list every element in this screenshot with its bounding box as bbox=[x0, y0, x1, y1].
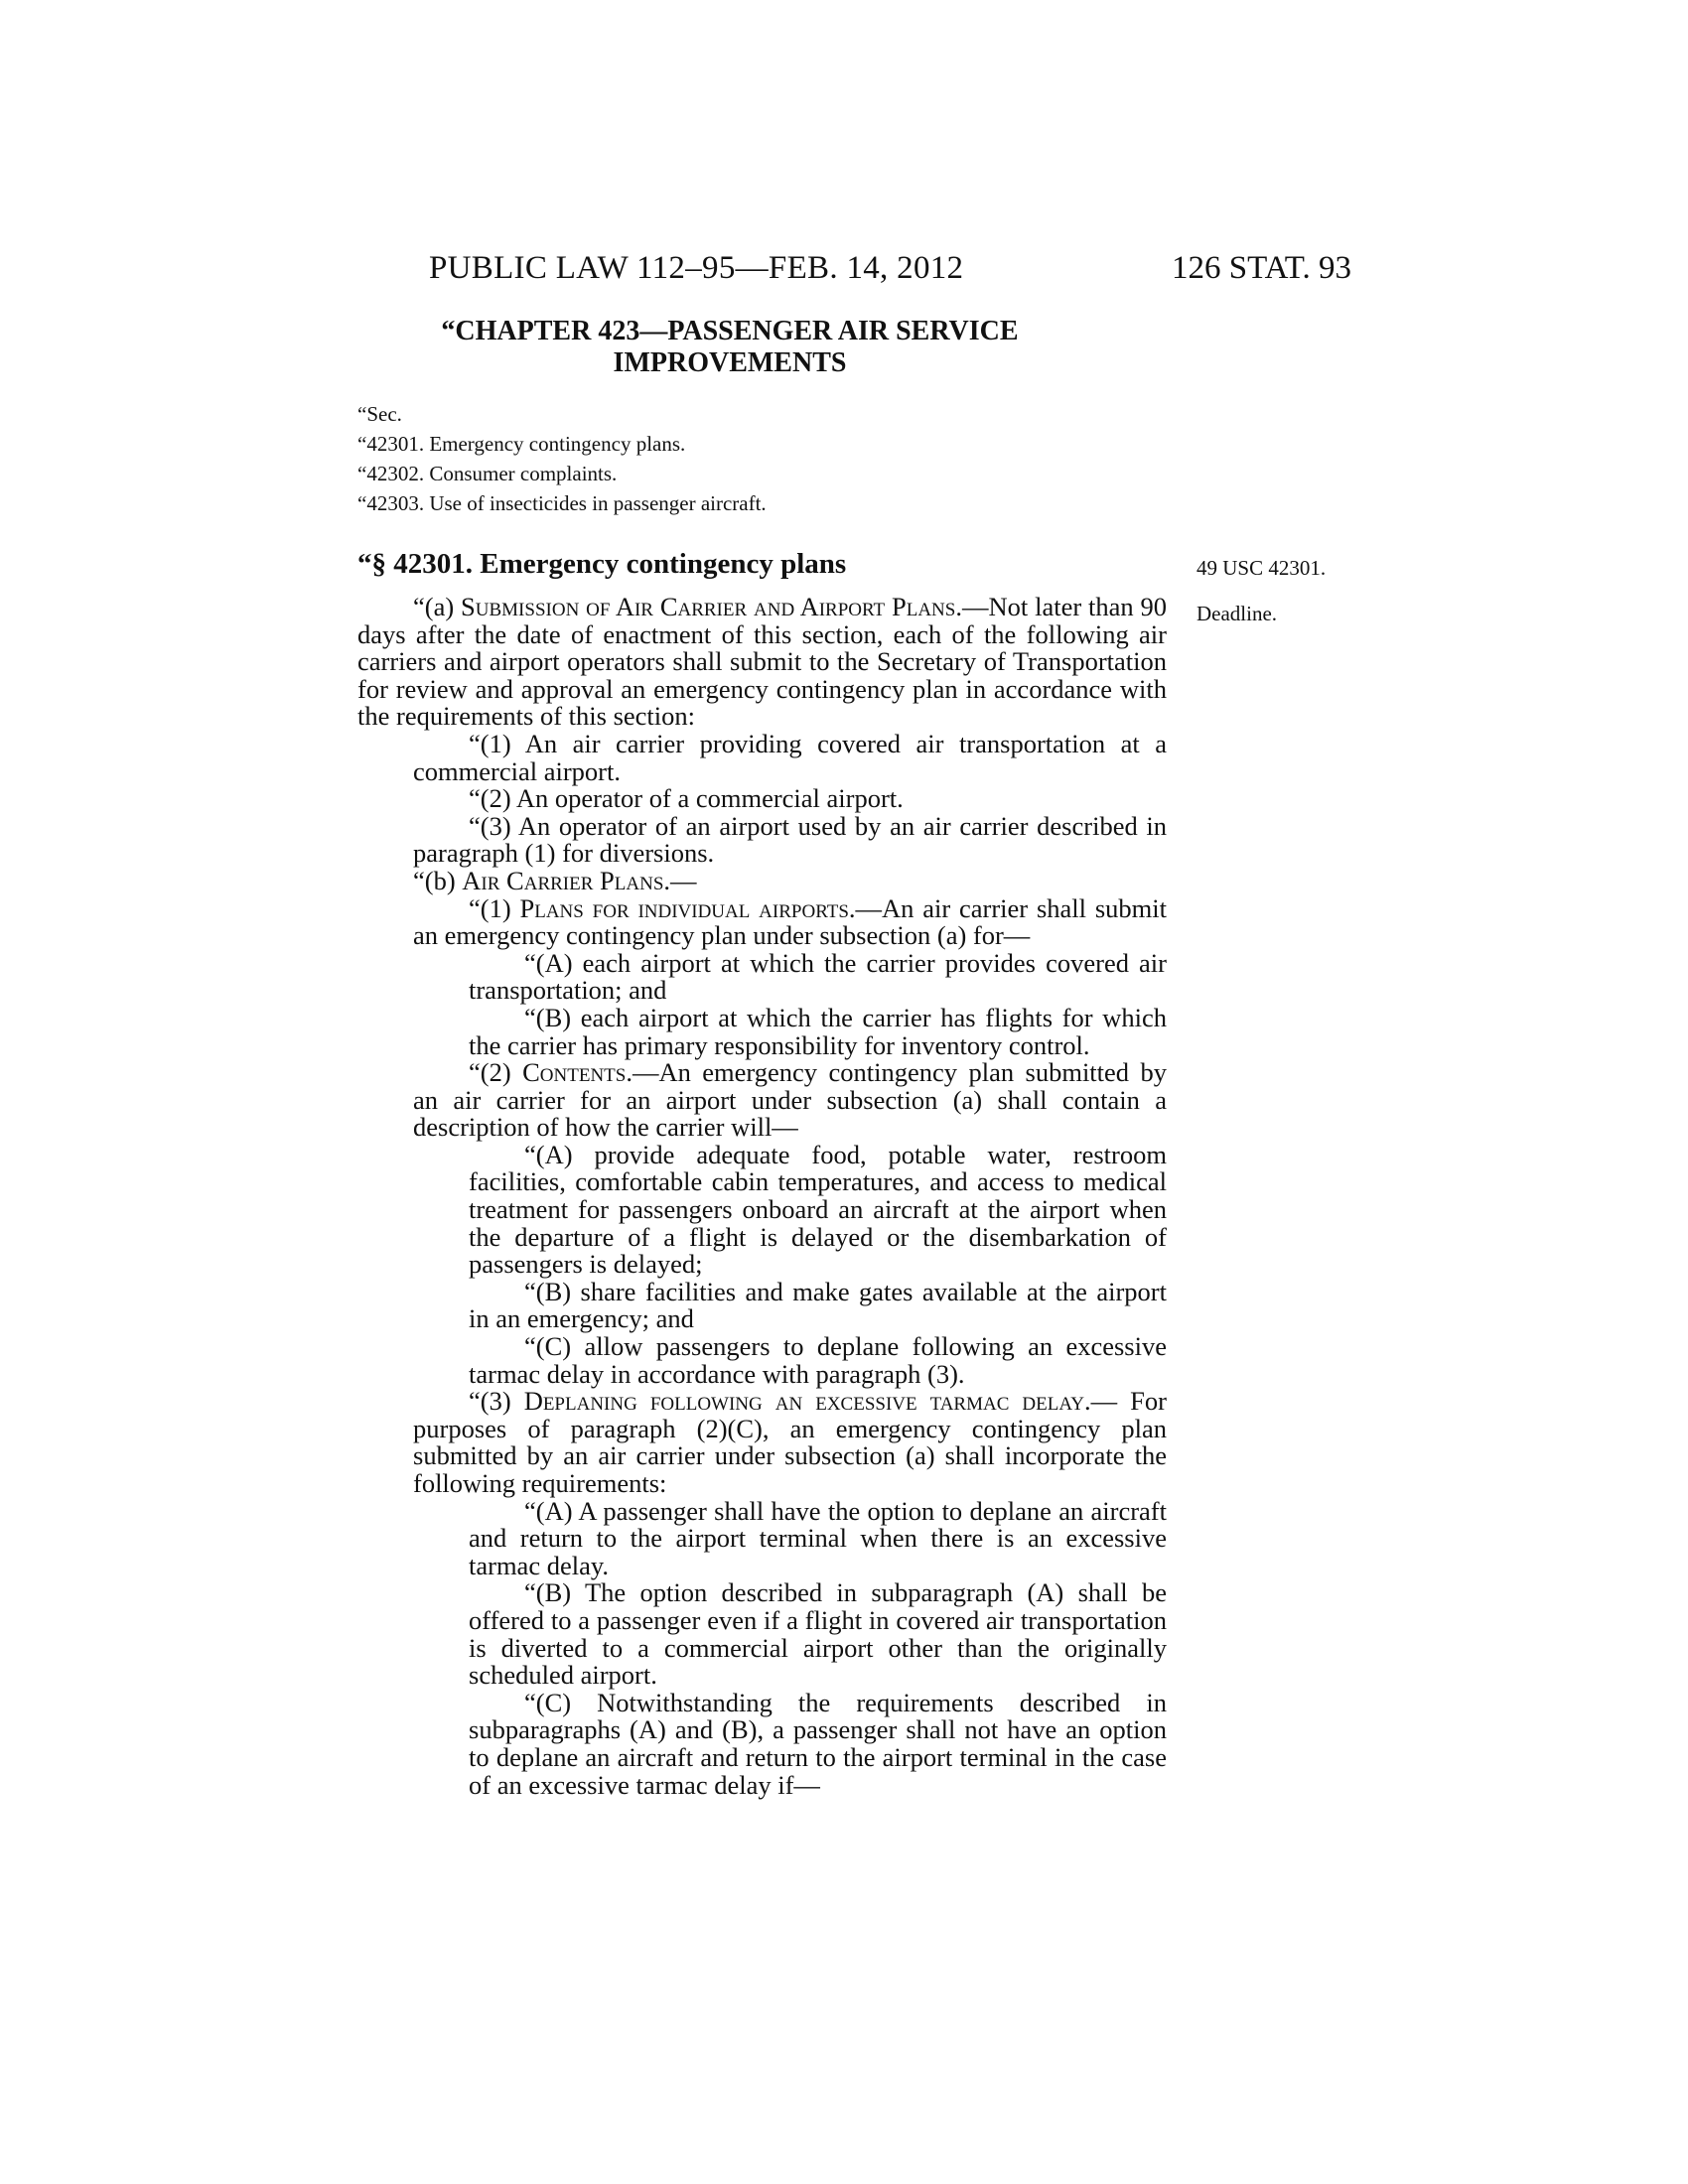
paragraph-b-3: “(3) Deplaning following an excessive tarmac delay.— For purposes of paragraph (2)(C), an emergency contingency plan submitted by an air carrier under subsection (a) shall incorporate the following requirements: bbox=[413, 1386, 1167, 1498]
paragraph-b-1: “(1) Plans for individual airports.—An air carrier shall submit an emergency contingency plan under subsection (a) for— bbox=[413, 892, 1167, 951]
statute-body bbox=[357, 594, 1167, 1799]
section-list bbox=[357, 399, 767, 518]
subparagraph-b-3-a: “(A) A passenger shall have the option to deplane an aircraft and return to the airport terminal when there is an excessive tarmac delay. bbox=[469, 1495, 1167, 1580]
section-list-item: “42302. Consumer complaints. bbox=[357, 462, 618, 485]
subparagraph-b-2-a: “(A) provide adequate food, potable water, restroom facilities, comfortable cabin temperatures, and access to medical treatment for passengers onboard an aircraft at the airport when the departure of a flight is delayed or the disembarkation of passengers is delayed; bbox=[469, 1139, 1167, 1280]
section-list-item: “42303. Use of insecticides in passenger aircraft. bbox=[357, 491, 767, 515]
subparagraph-b-1-a: “(A) each airport at which the carrier provides covered air transportation; and bbox=[469, 947, 1167, 1006]
subparagraph-b-2-c: “(C) allow passengers to deplane following an excessive tarmac delay in accordance with paragraph (3). bbox=[469, 1331, 1167, 1389]
margin-note-usc: 49 USC 42301. bbox=[1196, 556, 1327, 580]
section-heading: “§ 42301. Emergency contingency plans bbox=[357, 548, 847, 580]
paragraph-a-2: “(2) An operator of a commercial airport. bbox=[469, 783, 904, 814]
margin-note-deadline: Deadline. bbox=[1196, 602, 1278, 625]
subsection-b: “(b) Air Carrier Plans.— bbox=[413, 865, 697, 895]
subparagraph-b-2-b: “(B) share facilities and make gates available at the airport in an emergency; and bbox=[469, 1276, 1167, 1334]
subparagraph-b-3-b: “(B) The option described in subparagraph (A) shall be offered to a passenger even if a flight in covered air transportation is diverted to a commercial airport other than the originally scheduled airport. bbox=[469, 1577, 1167, 1691]
subparagraph-b-1-b: “(B) each airport at which the carrier has flights for which the carrier has primary responsibility for inventory control. bbox=[469, 1002, 1167, 1060]
paragraph-b-2: “(2) Contents.—An emergency contingency plan submitted by an air carrier for an airport under subsection (a) shall contain a description of how the carrier will— bbox=[413, 1057, 1167, 1143]
subparagraph-b-3-c: “(C) Notwithstanding the requirements described in subparagraphs (A) and (B), a passenger shall not have an option to deplane an aircraft and return to the airport terminal in the case of an excessive tarmac delay if— bbox=[469, 1687, 1167, 1800]
section-list-item: “42301. Emergency contingency plans. bbox=[357, 432, 686, 456]
section-list-header: “Sec. bbox=[357, 402, 402, 426]
paragraph-a-3: “(3) An operator of an airport used by an air carrier described in paragraph (1) for diversions. bbox=[413, 810, 1167, 869]
chapter-title-line-2: IMPROVEMENTS bbox=[613, 347, 847, 378]
paragraph-a-1: “(1) An air carrier providing covered air transportation at a commercial airport. bbox=[413, 728, 1167, 786]
chapter-title-line-1: “CHAPTER 423—PASSENGER AIR SERVICE bbox=[441, 316, 1019, 346]
running-header-law: PUBLIC LAW 112–95—FEB. 14, 2012 bbox=[429, 250, 964, 286]
chapter-title bbox=[357, 316, 1102, 379]
running-header-page: 126 STAT. 93 bbox=[1172, 250, 1352, 286]
subsection-a: “(a) Submission of Air Carrier and Airport Plans.—Not later than 90 days after the date of enactment of this section, each of the following air carriers and airport operators shall submit to the Secretary of Transportation for review and approval an emergency contingency plan in accordance with the requirements of this section: bbox=[357, 592, 1167, 732]
